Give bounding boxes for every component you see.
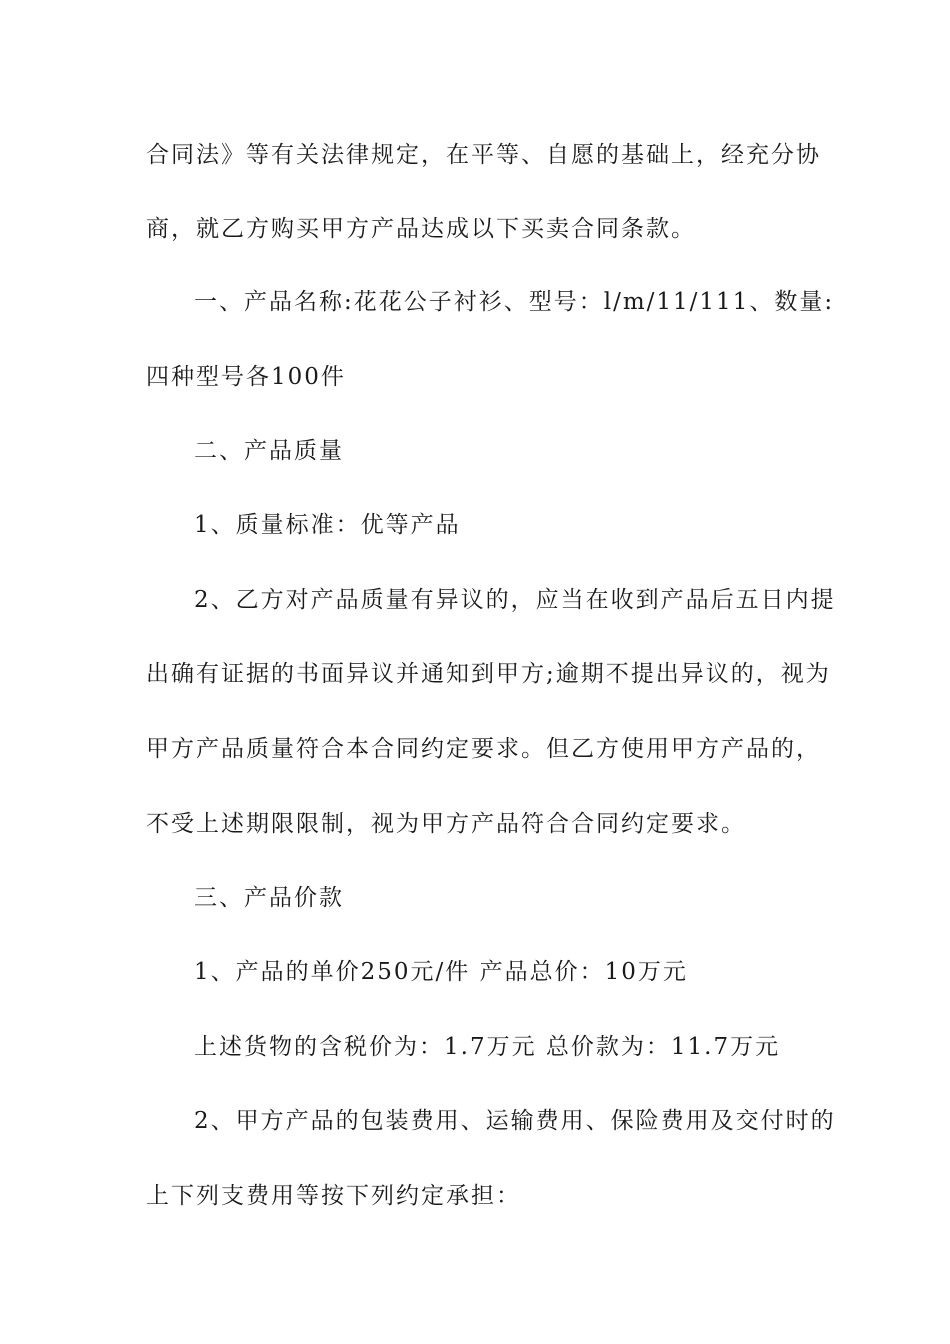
text-line: 1、质量标准：优等产品 (194, 512, 461, 538)
section-heading-quality: 二、产品质量 (194, 438, 344, 464)
section-heading-price: 三、产品价款 (194, 885, 344, 911)
text-line: 出确有证据的书面异议并通知到甲方;逾期不提出异议的，视为 (146, 661, 831, 687)
text-line: 四种型号各100件 (146, 364, 346, 390)
text-line: 甲方产品质量符合本合同约定要求。但乙方使用甲方产品的， (146, 736, 821, 762)
text-line: 上述货物的含税价为：1.7万元 总价款为：11.7万元 (194, 1034, 781, 1060)
text-line: 上下列支费用等按下列约定承担： (146, 1183, 521, 1209)
text-line: 1、产品的单价250元/件 产品总价：10万元 (194, 959, 688, 985)
section-heading-product-name: 一、产品名称:花花公子衬衫、型号：l/m/11/111、数量: (194, 289, 835, 315)
text-line: 2、乙方对产品质量有异议的，应当在收到产品后五日内提 (194, 587, 836, 613)
text-line: 不受上述期限限制，视为甲方产品符合合同约定要求。 (146, 811, 746, 837)
text-line: 商，就乙方购买甲方产品达成以下买卖合同条款。 (146, 216, 696, 242)
text-line: 合同法》等有关法律规定，在平等、自愿的基础上，经充分协 (146, 142, 821, 168)
text-line: 2、甲方产品的包装费用、运输费用、保险费用及交付时的 (194, 1108, 836, 1134)
